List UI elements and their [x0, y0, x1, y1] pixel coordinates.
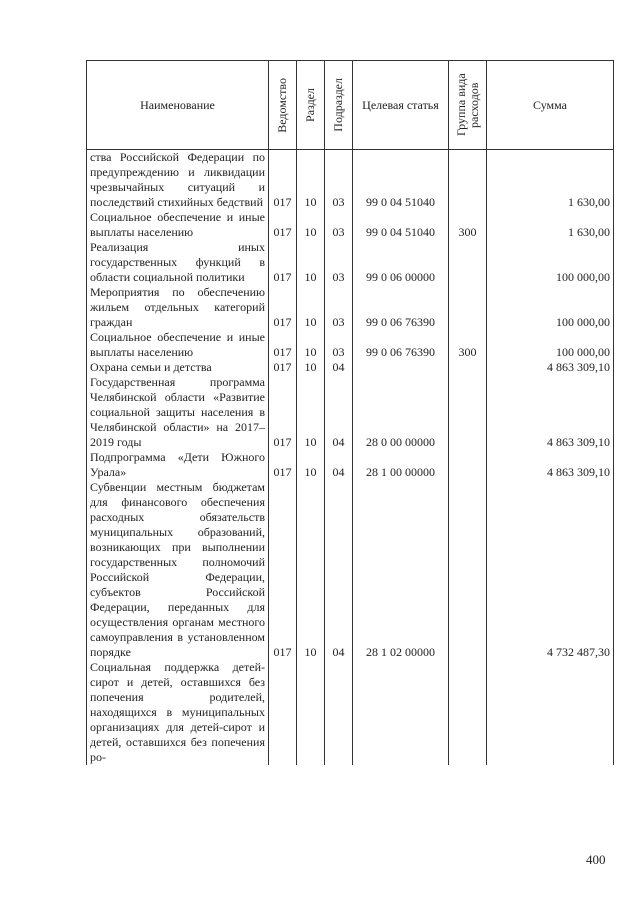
- row-gruppa: 300: [449, 210, 487, 240]
- row-ved: 017: [269, 240, 297, 285]
- header-vedomstvo: Ведомство: [269, 61, 297, 150]
- row-name: Государственная программа Челябинской области «Развитие социальной защиты населения в Челябинской области» на 2017–2019 годы: [87, 375, 269, 450]
- row-gruppa: [449, 360, 487, 375]
- row-summa: 4 863 309,10: [487, 360, 614, 375]
- row-summa: 100 000,00: [487, 285, 614, 330]
- row-ved: 017: [269, 210, 297, 240]
- header-name: Наименование: [87, 61, 269, 150]
- row-summa: 100 000,00: [487, 240, 614, 285]
- table-row: [87, 285, 614, 330]
- table-row: [87, 210, 614, 240]
- row-gruppa: [449, 375, 487, 450]
- header-summa: Сумма: [487, 61, 614, 150]
- row-summa: 4 863 309,10: [487, 450, 614, 480]
- row-summa: 1 630,00: [487, 210, 614, 240]
- row-name: Социальное обеспечение и иные выплаты населению: [87, 210, 269, 240]
- row-podrazdel: 03: [325, 150, 353, 211]
- table-row: [87, 150, 614, 211]
- row-summa: 4 732 487,30: [487, 480, 614, 660]
- row-razdel: 10: [297, 150, 325, 211]
- table-row: [87, 330, 614, 360]
- row-ved: [269, 660, 297, 765]
- table-row: [87, 450, 614, 480]
- row-gruppa: [449, 285, 487, 330]
- header-celevaya-statya: Целевая статья: [353, 61, 449, 150]
- row-summa: 100 000,00: [487, 330, 614, 360]
- row-razdel: 10: [297, 240, 325, 285]
- row-ved: 017: [269, 375, 297, 450]
- row-razdel: 10: [297, 285, 325, 330]
- row-celevaya: 99 0 04 51040: [353, 210, 449, 240]
- row-summa: 4 863 309,10: [487, 375, 614, 450]
- row-celevaya: 28 1 02 00000: [353, 480, 449, 660]
- row-razdel: 10: [297, 330, 325, 360]
- row-podrazdel: 03: [325, 285, 353, 330]
- row-celevaya: [353, 660, 449, 765]
- row-podrazdel: [325, 660, 353, 765]
- row-name: Охрана семьи и детства: [87, 360, 269, 375]
- row-name: Подпрограмма «Дети Южного Урала»: [87, 450, 269, 480]
- row-razdel: 10: [297, 360, 325, 375]
- row-celevaya: 28 1 00 00000: [353, 450, 449, 480]
- row-celevaya: 99 0 04 51040: [353, 150, 449, 211]
- row-celevaya: 99 0 06 76390: [353, 285, 449, 330]
- row-razdel: [297, 660, 325, 765]
- row-ved: 017: [269, 285, 297, 330]
- row-ved: 017: [269, 450, 297, 480]
- row-ved: 017: [269, 360, 297, 375]
- row-gruppa: [449, 240, 487, 285]
- row-ved: 017: [269, 150, 297, 211]
- row-name: ства Российской Федерации по предупреждению и ликвидации чрезвычайных ситуаций и последствий стихийных бедствий: [87, 150, 269, 211]
- row-summa: [487, 660, 614, 765]
- table-row: [87, 660, 614, 765]
- table-row: [87, 240, 614, 285]
- row-razdel: 10: [297, 210, 325, 240]
- row-celevaya: 99 0 06 76390: [353, 330, 449, 360]
- row-name: Социальное обеспечение и иные выплаты населению: [87, 330, 269, 360]
- row-name: Субвенции местным бюджетам для финансового обеспечения расходных обязательств муниципальных образований, возникающих при выполнении государственных полномочий Российской Федерации, субъектов Российской Федерации, переданных для осуществления органам местного самоуправления в установленном порядке: [87, 480, 269, 660]
- row-gruppa: [449, 480, 487, 660]
- row-podrazdel: 04: [325, 450, 353, 480]
- row-name: Социальная поддержка детей-сирот и детей, оставшихся без попечения родителей, находящихся в муниципальных организациях для детей-сирот и детей, оставшихся без попечения ро-: [87, 660, 269, 765]
- table-row: [87, 480, 614, 660]
- page-number: 400: [586, 852, 606, 867]
- row-gruppa: [449, 150, 487, 211]
- row-razdel: 10: [297, 480, 325, 660]
- row-podrazdel: 03: [325, 240, 353, 285]
- table-row: [87, 375, 614, 450]
- row-celevaya: 28 0 00 00000: [353, 375, 449, 450]
- row-ved: 017: [269, 480, 297, 660]
- budget-table: [86, 60, 614, 765]
- row-podrazdel: 03: [325, 210, 353, 240]
- row-gruppa: [449, 660, 487, 765]
- row-name: Мероприятия по обеспечению жильем отдельных категорий граждан: [87, 285, 269, 330]
- row-celevaya: [353, 360, 449, 375]
- row-summa: 1 630,00: [487, 150, 614, 211]
- row-podrazdel: 04: [325, 375, 353, 450]
- row-celevaya: 99 0 06 00000: [353, 240, 449, 285]
- table-row: [87, 360, 614, 375]
- row-razdel: 10: [297, 375, 325, 450]
- header-razdel: Раздел: [297, 61, 325, 150]
- row-podrazdel: 04: [325, 360, 353, 375]
- table-header-row: [87, 61, 614, 150]
- row-name: Реализация иных государственных функций в области социальной политики: [87, 240, 269, 285]
- row-podrazdel: 03: [325, 330, 353, 360]
- row-gruppa: [449, 450, 487, 480]
- row-razdel: 10: [297, 450, 325, 480]
- row-podrazdel: 04: [325, 480, 353, 660]
- row-gruppa: 300: [449, 330, 487, 360]
- row-ved: 017: [269, 330, 297, 360]
- header-gruppa: Группа вида расходов: [449, 61, 487, 150]
- header-podrazdel: Подраздел: [325, 61, 353, 150]
